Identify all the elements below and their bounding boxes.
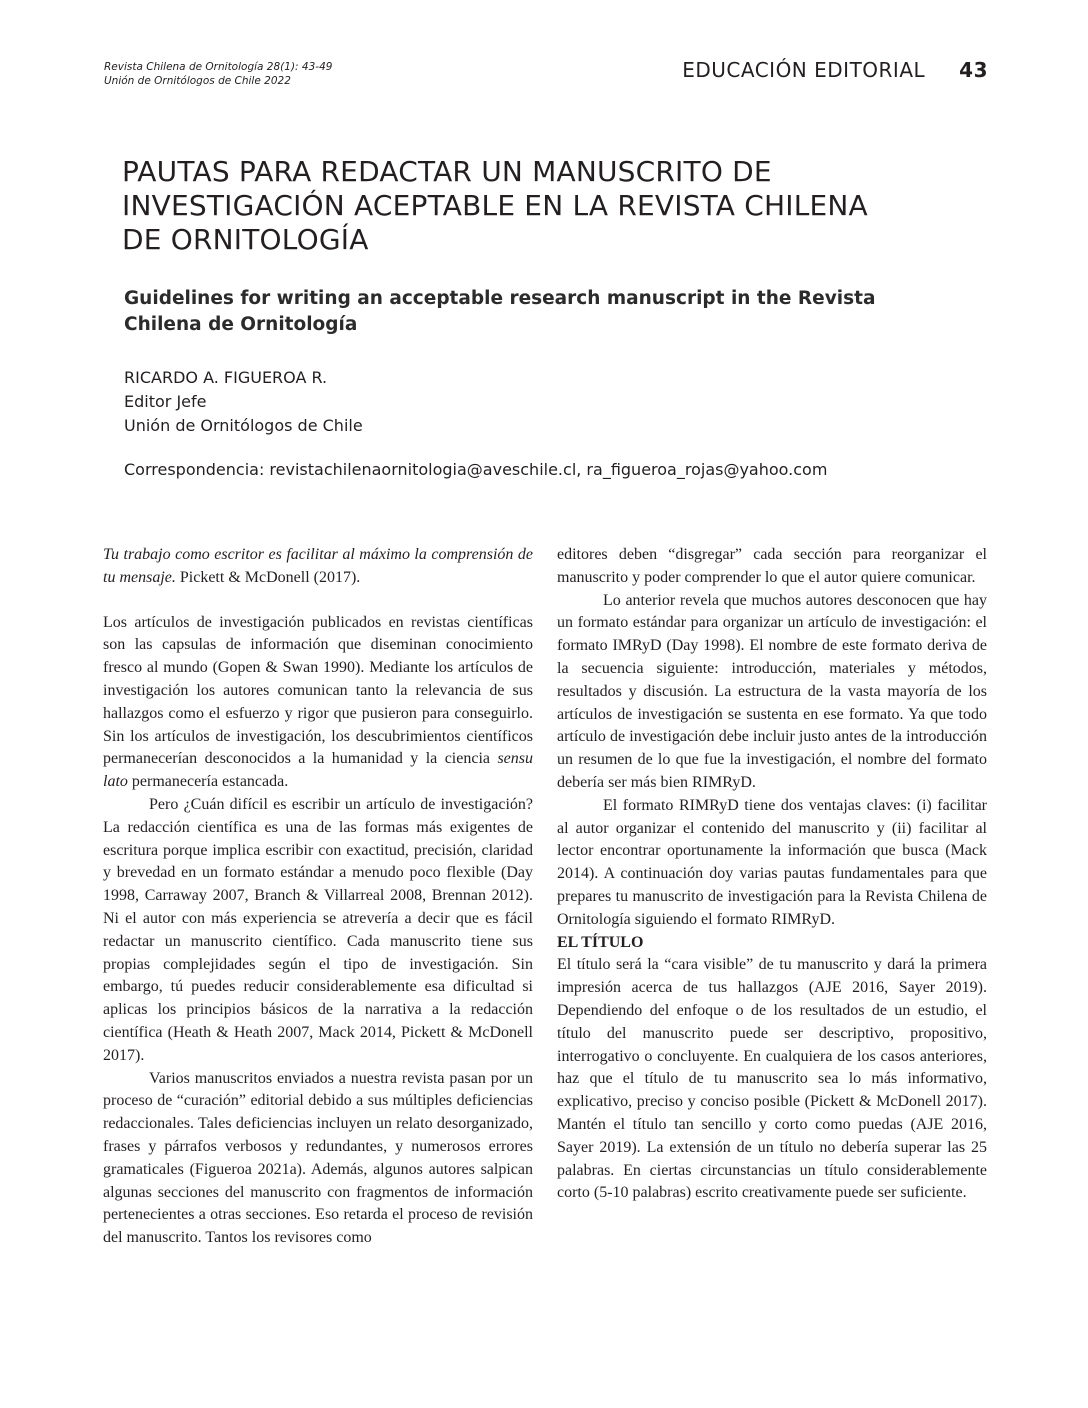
epigraph-source: Pickett & McDonell (2017). [175, 568, 361, 586]
epigraph-quote: Tu trabajo como escritor es facilitar al máximo la comprensión de tu mensaje. [103, 546, 533, 586]
paragraph-title-section: El título será la “cara visible” de tu manuscrito y dará la primera impresión acerca de tus hallazgos (AJE 2016, Sayer 2019). Dependiendo del enfoque o de los resultados de un estudio, el título del manuscrito puede ser descriptivo, propositivo, interrogativo o concluyente. En cualquiera de los casos anteriores, haz que el título de tu manuscrito sea lo más informativo, explicativo, preciso y conciso posible (Pickett & McDonell 2017). Mantén el título tan sencillo y corto como puedas (AJE 2016, Sayer 2019). La extensión de un título no debería superar las 25 palabras. En ciertas circunstancias un título considerablemente corto (5-10 palabras) escrito creativamente puede ser suficiente. [557, 956, 987, 1202]
paragraph-1-text: Los artículos de investigación publicados en revistas científicas son las capsulas de información que diseminan conocimiento fresco al mundo (Gopen & Swan 1990). Mediante los artículos de investigación los autores comunican tanto la relevancia de sus hallazgos como el esfuerzo y rigor que pusieron para conseguirlo. Sin los artículos de investigación, los descubrimientos científicos permanecerían desconocidos a la humanidad y la ciencia [103, 613, 533, 768]
running-header [682, 58, 988, 82]
paragraph-2: Pero ¿Cuán difícil es escribir un artículo de investigación? La redacción científica es una de las formas más exigentes de escritura porque implica escribir con exactitud, precisión, claridad y brevedad en un formato estándar a menudo poco flexible (Day 1998, Carraway 2007, Branch & Villarreal 2008, Brennan 2012). Ni el autor con más experiencia se atrevería a decir que es fácil redactar un manuscrito científico. Cada manuscrito tiene sus propias complejidades según el tipo de investigación. Sin embargo, tú puedes reducir considerablemente esa dificultad si aplicas los principios básicos de la narrativa a la redacción científica (Heath & Heath 2007, Mack 2014, Pickett & McDonell 2017). [103, 795, 533, 1064]
paragraph-imryd: Lo anterior revela que muchos autores desconocen que hay un formato estándar para organizar un artículo de investigación: el formato IMRyD (Day 1998). El nombre de este formato deriva de la secuencia siguiente: introducción, materiales y métodos, resultados y discusión. La estructura de la vasta mayoría de los artículos de investigación se sustenta en ese formato. Ya que todo artículo de investigación debe incluir justo antes de la introducción un resumen de lo que fue la investigación, el nombre del formato debería ser más bien RIMRyD. [557, 591, 987, 791]
author-block [124, 366, 363, 438]
journal-citation [104, 60, 332, 88]
article-title-english [124, 286, 944, 338]
right-column [557, 544, 987, 1205]
journal-line-1: Revista Chilena de Ornitología 28(1): 43-49 [104, 61, 333, 73]
english-title-line-2: Chilena de Ornitología [124, 314, 358, 335]
correspondence: Correspondencia: revistachilenaornitologia@aveschile.cl, ra_figueroa_rojas@yahoo.com [124, 460, 828, 479]
latin-term: sensu lato [103, 750, 533, 791]
paragraph-1 [103, 612, 533, 794]
journal-line-2: Unión de Ornitólogos de Chile 2022 [104, 75, 291, 87]
paragraph-3: Varios manuscritos enviados a nuestra revista pasan por un proceso de “curación” editorial debido a sus múltiples deficiencias redaccionales. Tales deficiencias incluyen un relato desorganizado, frases y párrafos verbosos y redundantes, y numerosos errores gramaticales (Figueroa 2021a). Además, algunos autores salpican algunas secciones del manuscrito con fragmentos de información pertenecientes a otras secciones. Eso retarda el proceso de revisión del manuscrito. Tantos los revisores como [103, 1069, 533, 1247]
section-heading-title: EL TÍTULO [557, 933, 644, 951]
epigraph [103, 544, 533, 590]
paragraph-1-end: permanecería estancada. [127, 773, 289, 791]
title-line-3: DE ORNITOLOGÍA [122, 223, 369, 256]
author-name: RICARDO A. FIGUEROA R. [124, 368, 328, 387]
title-line-1: PAUTAS PARA REDACTAR UN MANUSCRITO DE [122, 155, 772, 188]
author-role: Editor Jefe [124, 392, 207, 411]
paragraph-rimryd: El formato RIMRyD tiene dos ventajas claves: (i) facilitar al autor organizar el contenido del manuscrito y (ii) facilitar al lector encontrar oportunamente la información que busca (Mack 2014). A continuación doy varias pautas fundamentales para que prepares tu manuscrito de investigación para la Revista Chilena de Ornitología siguiendo el formato RIMRyD. [557, 796, 987, 928]
english-title-line-1: Guidelines for writing an acceptable research manuscript in the Revista [124, 288, 876, 309]
title-line-2: INVESTIGACIÓN ACEPTABLE EN LA REVISTA CHILENA [122, 189, 868, 222]
author-affiliation: Unión de Ornitólogos de Chile [124, 416, 363, 435]
article-title-spanish [122, 155, 942, 257]
left-column [103, 544, 533, 1250]
paragraph-continued: editores deben “disgregar” cada sección para reorganizar el manuscrito y poder comprender lo que el autor quiere comunicar. [557, 546, 987, 586]
page-number: 43 [959, 58, 988, 82]
section-name: EDUCACIÓN EDITORIAL [682, 58, 926, 82]
